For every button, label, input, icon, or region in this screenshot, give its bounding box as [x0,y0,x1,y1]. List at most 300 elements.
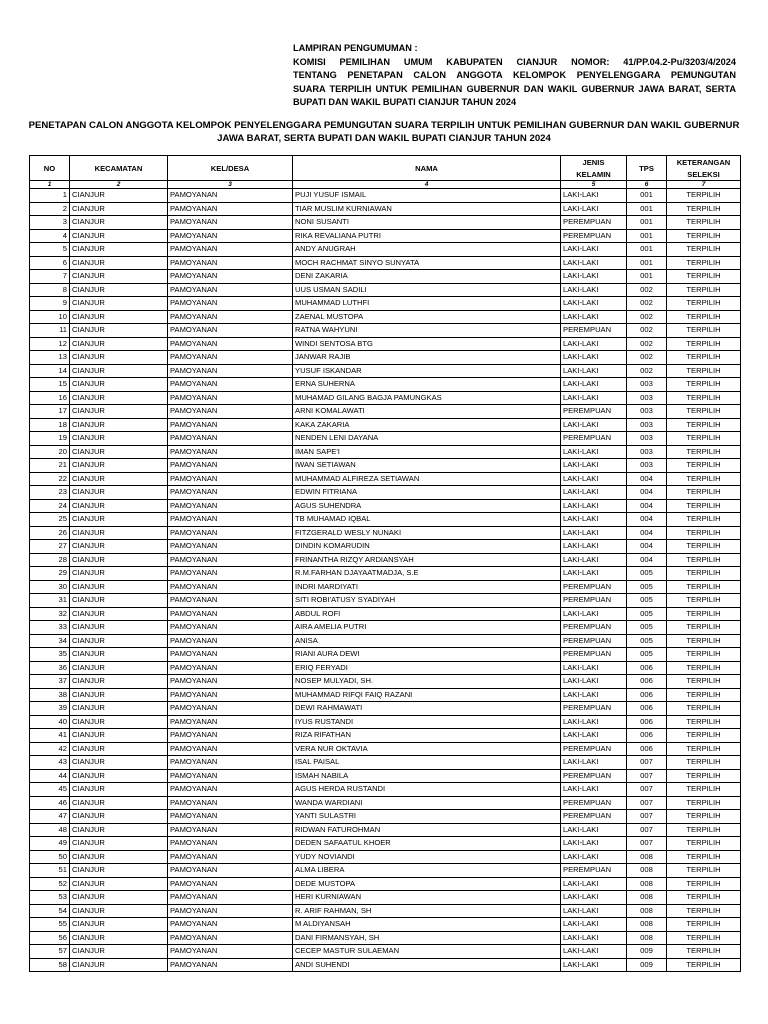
cell-keterangan: TERPILIH [667,810,741,824]
cell-nama: AGUS SUHENDRA [293,499,561,513]
cell-kecamatan: CIANJUR [70,243,168,257]
cell-keterangan: TERPILIH [667,486,741,500]
cell-nama: ANISA [293,634,561,648]
cell-kecamatan: CIANJUR [70,607,168,621]
cell-jenis-kelamin: LAKI-LAKI [561,567,627,581]
cell-kecamatan: CIANJUR [70,945,168,959]
cell-jenis-kelamin: LAKI-LAKI [561,283,627,297]
cell-tps: 004 [627,540,667,554]
cell-no: 27 [30,540,70,554]
cell-no: 25 [30,513,70,527]
cell-jenis-kelamin: LAKI-LAKI [561,945,627,959]
cell-no: 54 [30,904,70,918]
cell-desa: PAMOYANAN [168,783,293,797]
cell-nama: YUDY NOVIANDI [293,850,561,864]
cell-desa: PAMOYANAN [168,688,293,702]
cell-jenis-kelamin: LAKI-LAKI [561,243,627,257]
cell-jenis-kelamin: LAKI-LAKI [561,756,627,770]
cell-desa: PAMOYANAN [168,364,293,378]
table-row [30,891,741,905]
cell-keterangan: TERPILIH [667,850,741,864]
cell-keterangan: TERPILIH [667,648,741,662]
table-row [30,256,741,270]
cell-kecamatan: CIANJUR [70,405,168,419]
cell-nama: R.M.FARHAN DJAYAATMADJA, S.E [293,567,561,581]
cell-tps: 002 [627,364,667,378]
cell-kecamatan: CIANJUR [70,418,168,432]
cell-no: 17 [30,405,70,419]
cell-no: 10 [30,310,70,324]
cell-kecamatan: CIANJUR [70,958,168,972]
cell-desa: PAMOYANAN [168,513,293,527]
cell-tps: 008 [627,918,667,932]
cell-kecamatan: CIANJUR [70,594,168,608]
cell-nama: YANTI SULASTRI [293,810,561,824]
cell-desa: PAMOYANAN [168,958,293,972]
cell-keterangan: TERPILIH [667,378,741,392]
cell-nama: TIAR MUSLIM KURNIAWAN [293,202,561,216]
cell-desa: PAMOYANAN [168,418,293,432]
cell-kecamatan: CIANJUR [70,445,168,459]
cell-no: 12 [30,337,70,351]
cell-jenis-kelamin: LAKI-LAKI [561,364,627,378]
cell-tps: 006 [627,742,667,756]
cell-desa: PAMOYANAN [168,796,293,810]
cell-jenis-kelamin: PEREMPUAN [561,742,627,756]
table-row [30,661,741,675]
cell-kecamatan: CIANJUR [70,567,168,581]
table-row [30,918,741,932]
cell-keterangan: TERPILIH [667,526,741,540]
cell-jenis-kelamin: LAKI-LAKI [561,189,627,203]
cell-nama: ERIQ FERYADI [293,661,561,675]
heading-line-2: JAWA BARAT, SERTA BUPATI DAN WAKIL BUPATI CIANJUR TAHUN 2024 [217,133,551,144]
cell-nama: MUHAMMAD ALFIREZA SETIAWAN [293,472,561,486]
cell-keterangan: TERPILIH [667,216,741,230]
table-row [30,634,741,648]
cell-nama: UUS USMAN SADILI [293,283,561,297]
cell-no: 26 [30,526,70,540]
cell-kecamatan: CIANJUR [70,391,168,405]
cell-keterangan: TERPILIH [667,715,741,729]
cell-no: 37 [30,675,70,689]
cell-keterangan: TERPILIH [667,445,741,459]
table-row [30,648,741,662]
cell-tps: 001 [627,216,667,230]
cell-desa: PAMOYANAN [168,486,293,500]
cell-tps: 007 [627,783,667,797]
cell-nama: ANDI SUHENDI [293,958,561,972]
cell-jenis-kelamin: LAKI-LAKI [561,891,627,905]
cell-kecamatan: CIANJUR [70,364,168,378]
cell-desa: PAMOYANAN [168,621,293,635]
cell-jenis-kelamin: PEREMPUAN [561,594,627,608]
cell-jenis-kelamin: LAKI-LAKI [561,445,627,459]
lampiran-line: SUARA TERPILIH UNTUK PEMILIHAN GUBERNUR DAN WAKIL GUBERNUR JAWA BARAT, SERTA [293,83,736,94]
table-row [30,229,741,243]
cell-no: 9 [30,297,70,311]
cell-tps: 006 [627,661,667,675]
cell-nama: EDWIN FITRIANA [293,486,561,500]
cell-keterangan: TERPILIH [667,742,741,756]
cell-tps: 002 [627,297,667,311]
cell-jenis-kelamin: PEREMPUAN [561,216,627,230]
table-row [30,270,741,284]
table-row [30,715,741,729]
cell-no: 42 [30,742,70,756]
cell-tps: 002 [627,337,667,351]
cell-desa: PAMOYANAN [168,769,293,783]
table-row [30,202,741,216]
cell-desa: PAMOYANAN [168,202,293,216]
cell-jenis-kelamin: LAKI-LAKI [561,931,627,945]
cell-kecamatan: CIANJUR [70,891,168,905]
table-row [30,391,741,405]
cell-desa: PAMOYANAN [168,216,293,230]
cell-no: 57 [30,945,70,959]
cell-tps: 006 [627,675,667,689]
cell-nama: SITI ROBI'ATUSY SYADIYAH [293,594,561,608]
cell-no: 41 [30,729,70,743]
cell-no: 38 [30,688,70,702]
cell-desa: PAMOYANAN [168,526,293,540]
cell-no: 52 [30,877,70,891]
cell-keterangan: TERPILIH [667,243,741,257]
cell-kecamatan: CIANJUR [70,499,168,513]
cell-jenis-kelamin: PEREMPUAN [561,810,627,824]
cell-no: 43 [30,756,70,770]
header-tps: TPS [627,156,667,181]
cell-no: 35 [30,648,70,662]
cell-no: 48 [30,823,70,837]
cell-tps: 002 [627,351,667,365]
cell-kecamatan: CIANJUR [70,540,168,554]
table-row [30,864,741,878]
cell-keterangan: TERPILIH [667,904,741,918]
cell-tps: 004 [627,553,667,567]
column-index: 6 [627,181,667,189]
cell-tps: 007 [627,823,667,837]
cell-kecamatan: CIANJUR [70,216,168,230]
cell-kecamatan: CIANJUR [70,810,168,824]
cell-nama: CECEP MASTUR SULAEMAN [293,945,561,959]
column-index: 3 [168,181,293,189]
cell-no: 24 [30,499,70,513]
cell-nama: WANDA WARDIANI [293,796,561,810]
cell-jenis-kelamin: LAKI-LAKI [561,783,627,797]
cell-desa: PAMOYANAN [168,742,293,756]
cell-no: 30 [30,580,70,594]
cell-keterangan: TERPILIH [667,553,741,567]
cell-nama: ALMA LIBERA [293,864,561,878]
cell-nama: RIDWAN FATUROHMAN [293,823,561,837]
cell-kecamatan: CIANJUR [70,796,168,810]
cell-tps: 002 [627,310,667,324]
table-row [30,540,741,554]
table-row [30,850,741,864]
table-row [30,526,741,540]
cell-jenis-kelamin: LAKI-LAKI [561,310,627,324]
table-row [30,432,741,446]
cell-nama: YUSUF ISKANDAR [293,364,561,378]
cell-tps: 001 [627,243,667,257]
cell-tps: 007 [627,810,667,824]
cell-nama: FRINANTHA RIZQY ARDIANSYAH [293,553,561,567]
cell-kecamatan: CIANJUR [70,513,168,527]
cell-kecamatan: CIANJUR [70,850,168,864]
cell-jenis-kelamin: LAKI-LAKI [561,459,627,473]
cell-no: 31 [30,594,70,608]
cell-keterangan: TERPILIH [667,823,741,837]
cell-kecamatan: CIANJUR [70,661,168,675]
cell-jenis-kelamin: PEREMPUAN [561,796,627,810]
cell-tps: 008 [627,864,667,878]
table-row [30,580,741,594]
cell-tps: 001 [627,229,667,243]
cell-nama: DEDE MUSTOPA [293,877,561,891]
cell-tps: 003 [627,418,667,432]
cell-jenis-kelamin: LAKI-LAKI [561,823,627,837]
cell-keterangan: TERPILIH [667,783,741,797]
cell-keterangan: TERPILIH [667,459,741,473]
header-jenis: JENIS [561,156,627,169]
table-row [30,607,741,621]
cell-desa: PAMOYANAN [168,864,293,878]
cell-kecamatan: CIANJUR [70,823,168,837]
cell-kecamatan: CIANJUR [70,486,168,500]
cell-keterangan: TERPILIH [667,229,741,243]
cell-keterangan: TERPILIH [667,337,741,351]
cell-jenis-kelamin: LAKI-LAKI [561,202,627,216]
column-index: 4 [293,181,561,189]
cell-tps: 006 [627,688,667,702]
cell-kecamatan: CIANJUR [70,864,168,878]
cell-tps: 005 [627,580,667,594]
cell-jenis-kelamin: PEREMPUAN [561,405,627,419]
cell-desa: PAMOYANAN [168,243,293,257]
table-row [30,351,741,365]
cell-desa: PAMOYANAN [168,324,293,338]
cell-tps: 007 [627,756,667,770]
cell-kecamatan: CIANJUR [70,729,168,743]
cell-jenis-kelamin: LAKI-LAKI [561,486,627,500]
cell-keterangan: TERPILIH [667,391,741,405]
cell-kecamatan: CIANJUR [70,783,168,797]
cell-kecamatan: CIANJUR [70,837,168,851]
table-row [30,756,741,770]
cell-desa: PAMOYANAN [168,634,293,648]
cell-keterangan: TERPILIH [667,688,741,702]
table-row [30,783,741,797]
cell-no: 1 [30,189,70,203]
cell-keterangan: TERPILIH [667,796,741,810]
table-row [30,405,741,419]
cell-nama: DEWI RAHMAWATI [293,702,561,716]
cell-tps: 003 [627,391,667,405]
table-row [30,729,741,743]
header-keterangan: KETERANGAN [667,156,741,169]
cell-kecamatan: CIANJUR [70,756,168,770]
cell-tps: 001 [627,256,667,270]
cell-tps: 008 [627,931,667,945]
table-row [30,621,741,635]
cell-keterangan: TERPILIH [667,729,741,743]
cell-desa: PAMOYANAN [168,391,293,405]
cell-jenis-kelamin: LAKI-LAKI [561,904,627,918]
table-row [30,958,741,972]
cell-keterangan: TERPILIH [667,432,741,446]
cell-desa: PAMOYANAN [168,229,293,243]
cell-desa: PAMOYANAN [168,432,293,446]
cell-kecamatan: CIANJUR [70,675,168,689]
cell-kecamatan: CIANJUR [70,715,168,729]
column-index: 1 [30,181,70,189]
cell-nama: KAKA ZAKARIA [293,418,561,432]
column-index-row [30,181,741,189]
cell-nama: DEDEN SAFAATUL KHOER [293,837,561,851]
header-kecamatan: KECAMATAN [70,156,168,181]
cell-nama: HERI KURNIAWAN [293,891,561,905]
cell-kecamatan: CIANJUR [70,189,168,203]
cell-jenis-kelamin: LAKI-LAKI [561,729,627,743]
cell-nama: INDRI MARDIYATI [293,580,561,594]
cell-desa: PAMOYANAN [168,850,293,864]
cell-nama: AIRA AMELIA PUTRI [293,621,561,635]
cell-desa: PAMOYANAN [168,715,293,729]
cell-jenis-kelamin: LAKI-LAKI [561,499,627,513]
cell-tps: 005 [627,634,667,648]
header-no: NO [30,156,70,181]
cell-nama: IYUS RUSTANDI [293,715,561,729]
cell-desa: PAMOYANAN [168,837,293,851]
cell-tps: 006 [627,702,667,716]
header-desa: KEL/DESA [168,156,293,181]
cell-nama: ISMAH NABILA [293,769,561,783]
cell-keterangan: TERPILIH [667,513,741,527]
table-row [30,472,741,486]
cell-jenis-kelamin: LAKI-LAKI [561,418,627,432]
table-row [30,337,741,351]
cell-desa: PAMOYANAN [168,607,293,621]
cell-desa: PAMOYANAN [168,756,293,770]
cell-nama: ABDUL ROFI [293,607,561,621]
heading-line-1: PENETAPAN CALON ANGGOTA KELOMPOK PENYELENGGARA PEMUNGUTAN SUARA TERPILIH UNTUK PEMILIHAN GUBERNUR DAN WAKIL GUBERNUR [28,120,740,131]
cell-tps: 008 [627,891,667,905]
cell-nama: DENI ZAKARIA [293,270,561,284]
table-row [30,796,741,810]
cell-nama: MUHAMMAD LUTHFI [293,297,561,311]
cell-keterangan: TERPILIH [667,189,741,203]
table-row [30,445,741,459]
cell-kecamatan: CIANJUR [70,297,168,311]
table-row [30,769,741,783]
cell-kecamatan: CIANJUR [70,918,168,932]
table-row [30,594,741,608]
cell-keterangan: TERPILIH [667,958,741,972]
cell-no: 16 [30,391,70,405]
cell-desa: PAMOYANAN [168,823,293,837]
cell-no: 53 [30,891,70,905]
cell-no: 44 [30,769,70,783]
cell-jenis-kelamin: PEREMPUAN [561,324,627,338]
cell-jenis-kelamin: PEREMPUAN [561,580,627,594]
cell-nama: IWAN SETIAWAN [293,459,561,473]
table-row [30,567,741,581]
cell-tps: 001 [627,270,667,284]
cell-jenis-kelamin: LAKI-LAKI [561,391,627,405]
cell-nama: TB MUHAMAD IQBAL [293,513,561,527]
cell-jenis-kelamin: LAKI-LAKI [561,297,627,311]
cell-no: 46 [30,796,70,810]
cell-keterangan: TERPILIH [667,661,741,675]
cell-keterangan: TERPILIH [667,918,741,932]
cell-desa: PAMOYANAN [168,729,293,743]
table-row [30,810,741,824]
cell-kecamatan: CIANJUR [70,688,168,702]
cell-keterangan: TERPILIH [667,499,741,513]
cell-no: 22 [30,472,70,486]
cell-keterangan: TERPILIH [667,702,741,716]
cell-jenis-kelamin: LAKI-LAKI [561,513,627,527]
table-row [30,904,741,918]
cell-tps: 003 [627,445,667,459]
table-row [30,702,741,716]
cell-jenis-kelamin: LAKI-LAKI [561,526,627,540]
cell-keterangan: TERPILIH [667,364,741,378]
cell-tps: 007 [627,837,667,851]
cell-desa: PAMOYANAN [168,540,293,554]
table-row [30,931,741,945]
cell-no: 2 [30,202,70,216]
column-index: 7 [667,181,741,189]
cell-kecamatan: CIANJUR [70,351,168,365]
cell-desa: PAMOYANAN [168,553,293,567]
cell-nama: NENDEN LENI DAYANA [293,432,561,446]
cell-kecamatan: CIANJUR [70,526,168,540]
cell-desa: PAMOYANAN [168,472,293,486]
cell-desa: PAMOYANAN [168,594,293,608]
table-row [30,945,741,959]
cell-keterangan: TERPILIH [667,945,741,959]
cell-desa: PAMOYANAN [168,918,293,932]
cell-kecamatan: CIANJUR [70,270,168,284]
cell-kecamatan: CIANJUR [70,310,168,324]
cell-desa: PAMOYANAN [168,702,293,716]
cell-kecamatan: CIANJUR [70,432,168,446]
cell-nama: JANWAR RAJIB [293,351,561,365]
cell-keterangan: TERPILIH [667,931,741,945]
cell-nama: RIZA RIFATHAN [293,729,561,743]
cell-desa: PAMOYANAN [168,189,293,203]
table-row [30,297,741,311]
cell-keterangan: TERPILIH [667,607,741,621]
cell-tps: 001 [627,202,667,216]
cell-tps: 004 [627,526,667,540]
cell-desa: PAMOYANAN [168,931,293,945]
cell-keterangan: TERPILIH [667,675,741,689]
cell-no: 11 [30,324,70,338]
header-nama: NAMA [293,156,561,181]
cell-desa: PAMOYANAN [168,337,293,351]
cell-tps: 002 [627,324,667,338]
cell-tps: 008 [627,850,667,864]
cell-desa: PAMOYANAN [168,877,293,891]
cell-keterangan: TERPILIH [667,621,741,635]
cell-jenis-kelamin: LAKI-LAKI [561,378,627,392]
cell-no: 20 [30,445,70,459]
table-row [30,459,741,473]
lampiran-line: TENTANG PENETAPAN CALON ANGGOTA KELOMPOK PENYELENGGARA PEMUNGUTAN [293,70,736,81]
